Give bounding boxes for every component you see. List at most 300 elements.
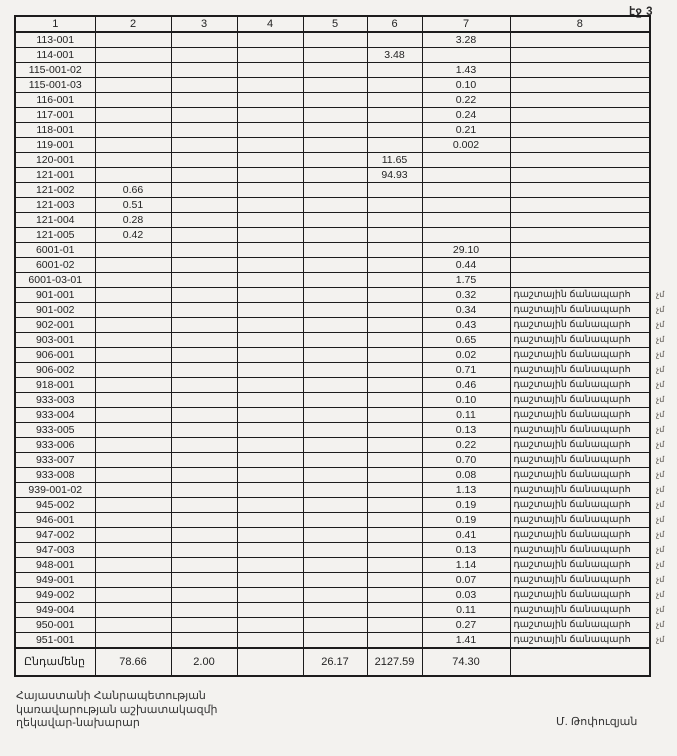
row-code-cell: 121-005 xyxy=(15,228,95,243)
road-type-cell: դաշտային ճանապարհ xyxy=(510,453,650,468)
road-type-cell: դաշտային ճանապարհ xyxy=(510,288,650,303)
value-cell: 0.65 xyxy=(422,333,510,348)
margin-spacer xyxy=(650,648,674,676)
table-row xyxy=(15,348,674,363)
value-cell xyxy=(422,228,510,243)
issuer-line-1: Հայաստանի Հանրապետության xyxy=(16,690,206,702)
value-cell xyxy=(171,513,237,528)
total-col4 xyxy=(237,648,303,676)
road-type-cell: դաշտային ճանապարհ xyxy=(510,498,650,513)
value-cell xyxy=(237,603,303,618)
issuer-block xyxy=(16,690,218,731)
row-code-cell: 903-001 xyxy=(15,333,95,348)
value-cell xyxy=(367,363,422,378)
value-cell xyxy=(95,138,171,153)
value-cell: 0.03 xyxy=(422,588,510,603)
row-code-cell: 901-002 xyxy=(15,303,95,318)
margin-note: չմ xyxy=(656,515,665,524)
value-cell xyxy=(171,228,237,243)
value-cell xyxy=(95,363,171,378)
value-cell: 0.32 xyxy=(422,288,510,303)
value-cell: 0.27 xyxy=(422,618,510,633)
value-cell xyxy=(367,228,422,243)
value-cell xyxy=(171,378,237,393)
column-header-6: 6 xyxy=(367,16,422,32)
value-cell xyxy=(303,408,367,423)
row-code-cell: 933-007 xyxy=(15,453,95,468)
value-cell xyxy=(237,573,303,588)
value-cell xyxy=(303,348,367,363)
value-cell xyxy=(95,108,171,123)
value-cell: 0.07 xyxy=(422,573,510,588)
value-cell xyxy=(367,378,422,393)
road-type-cell: դաշտային ճանապարհ xyxy=(510,558,650,573)
road-type-cell xyxy=(510,138,650,153)
table-row xyxy=(15,438,674,453)
value-cell xyxy=(367,573,422,588)
road-type-cell: դաշտային ճանապարհ xyxy=(510,438,650,453)
value-cell xyxy=(95,513,171,528)
row-code-cell: 6001-02 xyxy=(15,258,95,273)
road-type-cell: դաշտային ճանապարհ xyxy=(510,588,650,603)
row-code-cell: 933-004 xyxy=(15,408,95,423)
table-row xyxy=(15,633,674,649)
table-row xyxy=(15,48,674,63)
table-row xyxy=(15,363,674,378)
value-cell xyxy=(367,423,422,438)
value-cell: 11.65 xyxy=(367,153,422,168)
value-cell xyxy=(171,108,237,123)
value-cell xyxy=(303,213,367,228)
row-code-cell: 116-001 xyxy=(15,93,95,108)
value-cell xyxy=(171,558,237,573)
road-type-cell: դաշտային ճանապարհ xyxy=(510,348,650,363)
table-row xyxy=(15,123,674,138)
value-cell xyxy=(171,273,237,288)
value-cell xyxy=(237,93,303,108)
road-type-cell xyxy=(510,63,650,78)
column-header-3: 3 xyxy=(171,16,237,32)
value-cell xyxy=(95,618,171,633)
value-cell xyxy=(171,483,237,498)
row-code-cell: 933-006 xyxy=(15,438,95,453)
value-cell xyxy=(303,123,367,138)
row-code-cell: 902-001 xyxy=(15,318,95,333)
value-cell xyxy=(171,318,237,333)
value-cell xyxy=(303,468,367,483)
row-code-cell: 120-001 xyxy=(15,153,95,168)
value-cell xyxy=(171,123,237,138)
row-code-cell: 949-004 xyxy=(15,603,95,618)
value-cell xyxy=(237,513,303,528)
value-cell: 0.42 xyxy=(95,228,171,243)
value-cell xyxy=(422,168,510,183)
value-cell xyxy=(237,333,303,348)
value-cell xyxy=(171,63,237,78)
value-cell xyxy=(171,528,237,543)
value-cell xyxy=(95,438,171,453)
value-cell xyxy=(422,153,510,168)
road-type-cell xyxy=(510,93,650,108)
row-code-cell: 117-001 xyxy=(15,108,95,123)
value-cell xyxy=(95,333,171,348)
value-cell xyxy=(95,633,171,649)
value-cell xyxy=(95,378,171,393)
value-cell xyxy=(171,363,237,378)
value-cell xyxy=(303,453,367,468)
row-code-cell: 121-003 xyxy=(15,198,95,213)
value-cell xyxy=(237,423,303,438)
table-row xyxy=(15,468,674,483)
row-code-cell: 945-002 xyxy=(15,498,95,513)
table-row xyxy=(15,273,674,288)
table-row xyxy=(15,288,674,303)
road-type-cell: դաշտային ճանապարհ xyxy=(510,318,650,333)
value-cell xyxy=(171,453,237,468)
value-cell: 0.13 xyxy=(422,423,510,438)
value-cell xyxy=(171,603,237,618)
value-cell xyxy=(303,618,367,633)
row-code-cell: 906-001 xyxy=(15,348,95,363)
value-cell xyxy=(303,243,367,258)
road-type-cell: դաշտային ճանապարհ xyxy=(510,483,650,498)
value-cell xyxy=(367,558,422,573)
value-cell: 0.71 xyxy=(422,363,510,378)
margin-note: չմ xyxy=(656,410,665,419)
column-header-7: 7 xyxy=(422,16,510,32)
road-type-cell: դաշտային ճանապարհ xyxy=(510,393,650,408)
value-cell xyxy=(171,348,237,363)
value-cell xyxy=(171,543,237,558)
table-row xyxy=(15,513,674,528)
table-row xyxy=(15,588,674,603)
value-cell xyxy=(171,32,237,48)
value-cell xyxy=(237,378,303,393)
value-cell xyxy=(95,258,171,273)
value-cell xyxy=(237,273,303,288)
row-code-cell: 115-001-02 xyxy=(15,63,95,78)
value-cell xyxy=(237,633,303,649)
value-cell xyxy=(237,168,303,183)
value-cell: 0.19 xyxy=(422,513,510,528)
value-cell xyxy=(237,588,303,603)
total-col2: 78.66 xyxy=(95,648,171,676)
value-cell xyxy=(367,633,422,649)
margin-note: չմ xyxy=(656,605,665,614)
table-row xyxy=(15,168,674,183)
value-cell xyxy=(95,32,171,48)
value-cell: 0.46 xyxy=(422,378,510,393)
value-cell xyxy=(237,318,303,333)
value-cell xyxy=(95,318,171,333)
table-row xyxy=(15,138,674,153)
value-cell xyxy=(237,498,303,513)
value-cell xyxy=(237,453,303,468)
margin-note: չմ xyxy=(656,455,665,464)
table-row xyxy=(15,318,674,333)
value-cell xyxy=(171,573,237,588)
road-type-cell: դաշտային ճանապարհ xyxy=(510,408,650,423)
road-type-cell xyxy=(510,273,650,288)
value-cell xyxy=(237,528,303,543)
value-cell xyxy=(303,483,367,498)
table-row xyxy=(15,573,674,588)
value-cell xyxy=(95,168,171,183)
road-type-cell: դաշտային ճանապարհ xyxy=(510,363,650,378)
margin-note xyxy=(650,138,674,153)
total-row xyxy=(15,648,674,676)
margin-spacer xyxy=(650,16,674,32)
value-cell: 29.10 xyxy=(422,243,510,258)
value-cell xyxy=(367,318,422,333)
value-cell xyxy=(237,198,303,213)
margin-note xyxy=(650,198,674,213)
road-type-cell: դաշտային ճանապարհ xyxy=(510,333,650,348)
road-type-cell xyxy=(510,108,650,123)
value-cell xyxy=(367,213,422,228)
value-cell xyxy=(237,393,303,408)
value-cell xyxy=(237,543,303,558)
value-cell xyxy=(367,333,422,348)
value-cell xyxy=(303,258,367,273)
road-type-cell xyxy=(510,123,650,138)
value-cell xyxy=(367,183,422,198)
value-cell xyxy=(237,363,303,378)
margin-note: չմ xyxy=(656,635,665,645)
value-cell: 0.11 xyxy=(422,603,510,618)
value-cell xyxy=(367,483,422,498)
value-cell xyxy=(237,123,303,138)
value-cell: 94.93 xyxy=(367,168,422,183)
value-cell xyxy=(237,138,303,153)
column-header-5: 5 xyxy=(303,16,367,32)
road-type-cell xyxy=(510,213,650,228)
margin-note: չմ xyxy=(656,470,665,479)
value-cell xyxy=(95,273,171,288)
value-cell xyxy=(303,603,367,618)
row-code-cell: 121-002 xyxy=(15,183,95,198)
value-cell: 0.28 xyxy=(95,213,171,228)
table-row xyxy=(15,618,674,633)
value-cell xyxy=(367,78,422,93)
value-cell xyxy=(171,393,237,408)
value-cell xyxy=(237,32,303,48)
value-cell xyxy=(237,78,303,93)
value-cell xyxy=(237,108,303,123)
row-code-cell: 918-001 xyxy=(15,378,95,393)
road-type-cell xyxy=(510,168,650,183)
road-type-cell: դաշտային ճանապարհ xyxy=(510,378,650,393)
value-cell xyxy=(367,588,422,603)
value-cell xyxy=(95,543,171,558)
value-cell xyxy=(367,543,422,558)
value-cell: 0.66 xyxy=(95,183,171,198)
value-cell xyxy=(367,513,422,528)
value-cell: 0.13 xyxy=(422,543,510,558)
road-type-cell xyxy=(510,32,650,48)
value-cell: 1.14 xyxy=(422,558,510,573)
value-cell xyxy=(95,573,171,588)
value-cell: 0.21 xyxy=(422,123,510,138)
row-code-cell: 948-001 xyxy=(15,558,95,573)
value-cell xyxy=(303,333,367,348)
value-cell xyxy=(303,48,367,63)
value-cell xyxy=(367,438,422,453)
value-cell: 1.43 xyxy=(422,63,510,78)
value-cell xyxy=(95,588,171,603)
value-cell: 0.44 xyxy=(422,258,510,273)
value-cell xyxy=(95,153,171,168)
value-cell xyxy=(237,183,303,198)
value-cell xyxy=(237,288,303,303)
margin-note: չմ xyxy=(656,395,665,404)
value-cell xyxy=(95,303,171,318)
value-cell xyxy=(303,288,367,303)
value-cell xyxy=(171,288,237,303)
issuer-line-2: կառավարության աշխատակազմի xyxy=(16,703,218,716)
value-cell xyxy=(367,288,422,303)
value-cell xyxy=(303,63,367,78)
value-cell xyxy=(237,153,303,168)
table-row xyxy=(15,32,674,48)
value-cell xyxy=(171,138,237,153)
value-cell xyxy=(303,108,367,123)
value-cell: 0.41 xyxy=(422,528,510,543)
margin-note: չմ xyxy=(656,350,665,359)
value-cell xyxy=(422,183,510,198)
margin-note xyxy=(650,258,674,273)
table-row xyxy=(15,93,674,108)
value-cell xyxy=(303,228,367,243)
value-cell xyxy=(95,393,171,408)
road-type-cell xyxy=(510,183,650,198)
total-col6: 2127.59 xyxy=(367,648,422,676)
value-cell xyxy=(367,198,422,213)
table-row xyxy=(15,198,674,213)
value-cell: 0.02 xyxy=(422,348,510,363)
row-code-cell: 946-001 xyxy=(15,513,95,528)
total-col8 xyxy=(510,648,650,676)
margin-note: չմ xyxy=(656,425,665,434)
value-cell xyxy=(95,243,171,258)
value-cell: 0.19 xyxy=(422,498,510,513)
margin-note: չմ xyxy=(656,380,665,389)
value-cell xyxy=(367,93,422,108)
road-type-cell: դաշտային ճանապարհ xyxy=(510,513,650,528)
margin-note xyxy=(650,108,674,123)
road-type-cell xyxy=(510,153,650,168)
value-cell xyxy=(95,453,171,468)
value-cell xyxy=(303,153,367,168)
value-cell xyxy=(303,528,367,543)
road-type-cell xyxy=(510,243,650,258)
value-cell xyxy=(95,408,171,423)
margin-note: չմ xyxy=(656,485,665,494)
table-row xyxy=(15,108,674,123)
margin-note: չմ xyxy=(656,560,665,569)
value-cell xyxy=(303,93,367,108)
row-code-cell: 118-001 xyxy=(15,123,95,138)
margin-note xyxy=(650,213,674,228)
margin-note xyxy=(650,228,674,243)
column-header-8: 8 xyxy=(510,16,650,32)
value-cell xyxy=(367,393,422,408)
value-cell xyxy=(95,288,171,303)
page-number-label: էջ 3 xyxy=(629,6,653,18)
total-col7: 74.30 xyxy=(422,648,510,676)
value-cell xyxy=(171,468,237,483)
value-cell xyxy=(171,243,237,258)
value-cell: 0.70 xyxy=(422,453,510,468)
road-type-cell: դաշտային ճանապարհ xyxy=(510,573,650,588)
value-cell xyxy=(367,63,422,78)
margin-note xyxy=(650,32,674,48)
road-type-cell: դաշտային ճանապարհ xyxy=(510,468,650,483)
value-cell: 1.13 xyxy=(422,483,510,498)
value-cell xyxy=(171,48,237,63)
row-code-cell: 113-001 xyxy=(15,32,95,48)
value-cell xyxy=(95,528,171,543)
margin-note xyxy=(650,168,674,183)
margin-note: չմ xyxy=(656,590,665,599)
row-code-cell: 947-002 xyxy=(15,528,95,543)
value-cell xyxy=(95,123,171,138)
value-cell xyxy=(171,213,237,228)
value-cell xyxy=(422,198,510,213)
value-cell xyxy=(303,498,367,513)
value-cell xyxy=(237,258,303,273)
table-row xyxy=(15,408,674,423)
value-cell xyxy=(422,48,510,63)
value-cell: 0.08 xyxy=(422,468,510,483)
value-cell xyxy=(303,303,367,318)
value-cell xyxy=(303,438,367,453)
road-type-cell xyxy=(510,198,650,213)
row-code-cell: 114-001 xyxy=(15,48,95,63)
table-row xyxy=(15,228,674,243)
table-row xyxy=(15,393,674,408)
value-cell xyxy=(367,408,422,423)
margin-note: չմ xyxy=(656,530,665,539)
value-cell xyxy=(367,108,422,123)
road-type-cell xyxy=(510,258,650,273)
margin-note xyxy=(650,63,674,78)
value-cell xyxy=(95,498,171,513)
value-cell xyxy=(171,183,237,198)
table-row xyxy=(15,78,674,93)
margin-note: չմ xyxy=(656,575,665,584)
road-type-cell xyxy=(510,78,650,93)
margin-note: չմ xyxy=(656,440,665,449)
table-row xyxy=(15,153,674,168)
value-cell xyxy=(303,558,367,573)
row-code-cell: 121-001 xyxy=(15,168,95,183)
margin-note: չմ xyxy=(656,305,665,314)
value-cell xyxy=(237,228,303,243)
row-code-cell: 947-003 xyxy=(15,543,95,558)
value-cell xyxy=(303,363,367,378)
row-code-cell: 951-001 xyxy=(15,633,95,649)
table-row xyxy=(15,333,674,348)
value-cell xyxy=(95,423,171,438)
row-code-cell: 949-001 xyxy=(15,573,95,588)
value-cell: 0.11 xyxy=(422,408,510,423)
margin-note: չմ xyxy=(656,545,665,554)
value-cell xyxy=(367,273,422,288)
value-cell xyxy=(95,93,171,108)
value-cell xyxy=(95,48,171,63)
value-cell xyxy=(171,93,237,108)
